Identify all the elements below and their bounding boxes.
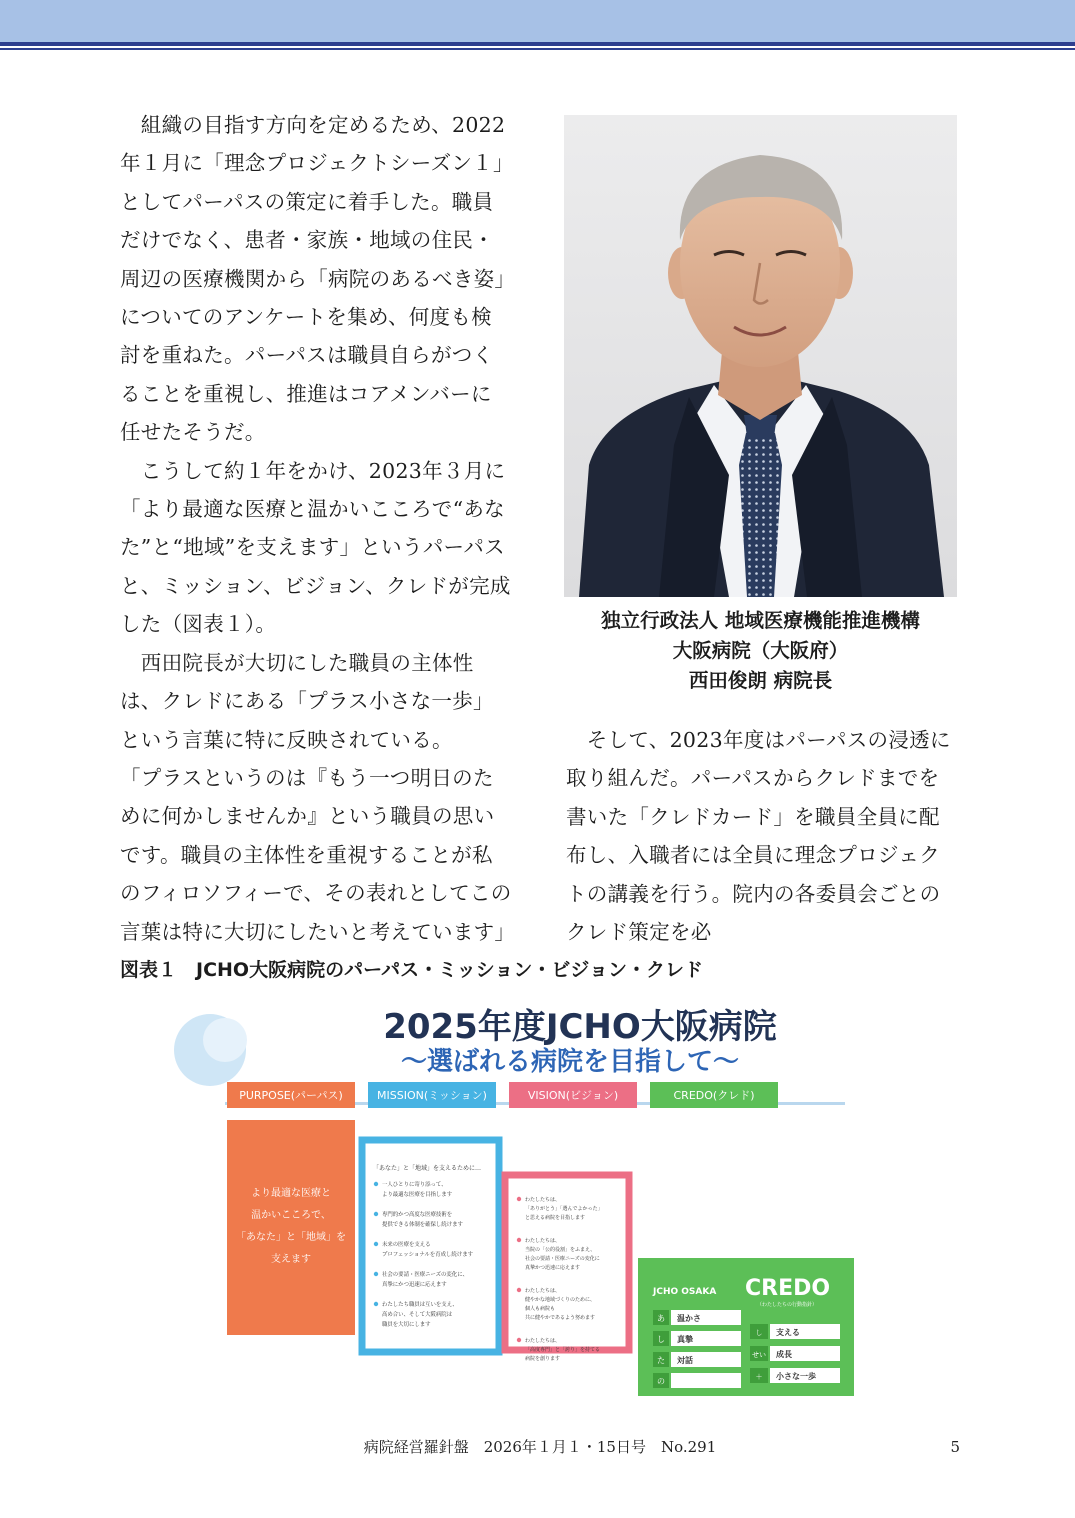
credo-key: し [657, 1335, 665, 1344]
vision-item-text: わたしたちは、 [525, 1238, 561, 1244]
credo-key: せい [752, 1351, 766, 1359]
credo-item-label: 温かさ [677, 1314, 701, 1323]
credo-brand: JCHO OSAKA [653, 1287, 717, 1297]
figure-main-title: 2025年度JCHO大阪病院 [383, 1007, 777, 1047]
tab-vision-label: VISION(ビジョン) [527, 1089, 619, 1102]
paragraph: 組織の目指す方向を定めるため、2022年１月に「理念プロジェクトシーズン１」としてパーパスの策定に着手した。職員だけでなく、患者・家族・地域の住民・周辺の医療機関から「病院のあるべき姿」についてのアンケートを集め、何度も検討を重ねた。パーパスは職員自らがつくることを重視し、推進はコアメンバーに任せたそうだ。 [120, 113, 506, 445]
jcho-logo-icon [174, 1014, 247, 1086]
quote-paragraph: 「プラスというのは『もう一つ明日のために何かしませんか』という職員の思いです。職員の主体性を重視することが私のフィロソフィーで、その表れとしてこの言葉は特に大切にしたいと考えています」 [120, 765, 516, 944]
vision-bullet-icon [517, 1288, 521, 1292]
tab-purpose-label: PURPOSE(パーパス) [239, 1089, 343, 1102]
caption-hospital: 大阪病院（大阪府） [672, 639, 849, 662]
vision-item-text: わたしたちは、 [525, 1338, 561, 1344]
credo-key: し [755, 1329, 763, 1337]
mission-intro: 「あなた」と「地域」を支えるために… [373, 1165, 482, 1172]
tab-credo-label: CREDO(クレド) [673, 1089, 755, 1102]
header-rule [0, 42, 1075, 46]
mission-item-text: 未来の医療を支える [382, 1242, 431, 1248]
vision-item-text: 「高度専門」と「誇り」を持てる [525, 1347, 601, 1353]
mission-item-text: 専門的かつ高度な医療技術を [382, 1212, 453, 1218]
credo-tagline: （わたしたちの行動指針） [757, 1302, 818, 1308]
vision-item-text: 個人も病院も [525, 1306, 556, 1312]
vision-item-text: 「ありがとう」「選んでよかった」 [525, 1206, 603, 1212]
vision-item-text: 当院の「公的役割」をふまえ、 [525, 1247, 596, 1253]
credo-item-label: 真摯 [677, 1335, 693, 1344]
credo-item-box [671, 1373, 741, 1388]
mission-item-text: 社会の要請・医療ニーズの変化に、 [382, 1272, 468, 1278]
paragraph: 西田院長が大切にした職員の主体性は、クレドにある「プラス小さな一歩」という言葉に特に反映されている。 [120, 650, 494, 752]
page-number: 5 [950, 1438, 960, 1456]
vision-item-text: 健やかな地域づくりのために、 [525, 1297, 596, 1303]
credo-key: の [657, 1377, 665, 1386]
credo-item-label: 小さな一歩 [776, 1372, 816, 1381]
vision-bullet-icon [517, 1338, 521, 1342]
caption-organization: 独立行政法人 地域医療機能推進機構 [601, 609, 920, 632]
portrait-photo [564, 115, 957, 597]
credo-key: た [657, 1356, 665, 1365]
purpose-line: 温かいこころで、 [251, 1210, 331, 1221]
mission-bullet-icon [374, 1302, 378, 1306]
publication-info: 病院経営羅針盤 2026年１月１・15日号 No.291 [363, 1438, 717, 1456]
mission-item-text: 職員を大切にします [382, 1322, 431, 1328]
mission-item-text: より最適な医療を目指します [382, 1192, 453, 1198]
vision-item-text: と思える病院を目指します [525, 1215, 586, 1221]
vision-bullet-icon [517, 1197, 521, 1201]
mission-bullet-icon [374, 1272, 378, 1276]
mission-item-text: 提供できる体制を確保し続けます [382, 1222, 463, 1228]
credo-item-label: 成長 [776, 1350, 792, 1359]
credo-title: CREDO [745, 1276, 831, 1301]
mission-item-text: わたしたち職員は互いを支え、 [382, 1302, 458, 1308]
photo-caption [564, 606, 957, 696]
vision-item-text: 病院を創ります [525, 1356, 561, 1362]
vision-item-text: わたしたちは、 [525, 1197, 561, 1203]
header-rule-thin [0, 48, 1075, 50]
mission-item-text: 一人ひとりに寄り添って、 [382, 1182, 447, 1188]
mission-item-text: 高め合い、そして大阪病院は [382, 1312, 453, 1318]
purpose-line: 「あなた」と「地域」を [236, 1232, 346, 1243]
vision-item-text: 社会の要請・医療ニーズの変化に [525, 1256, 600, 1262]
purpose-card [227, 1120, 355, 1335]
credo-item-label: 対話 [677, 1356, 693, 1365]
mission-item-text: 真摯にかつ迅速に応えます [382, 1282, 447, 1288]
purpose-line: より最適な医療と [251, 1188, 331, 1199]
article-left-column [120, 106, 516, 951]
figure-subtitle: 〜選ばれる病院を目指して〜 [400, 1047, 740, 1077]
header-band [0, 0, 1075, 42]
mission-bullet-icon [374, 1212, 378, 1216]
mission-bullet-icon [374, 1242, 378, 1246]
mission-item-text: プロフェッショナルを育成し続けます [382, 1252, 473, 1258]
tab-mission-label: MISSION(ミッション) [377, 1089, 487, 1102]
vision-card [505, 1175, 629, 1350]
purpose-line: 支えます [271, 1254, 311, 1265]
credo-item-label: 支える [776, 1328, 800, 1337]
figure-credo-chart [165, 990, 910, 1400]
caption-person: 西田俊朗 病院長 [688, 669, 833, 692]
credo-key: あ [657, 1314, 665, 1323]
vision-item-text: わたしたちは、 [525, 1288, 561, 1294]
vision-item-text: 共に健やかであるよう努めます [525, 1315, 596, 1321]
mission-bullet-icon [374, 1182, 378, 1186]
figure-label: 図表１ JCHO大阪病院のパーパス・ミッション・ビジョン・クレド [120, 959, 703, 981]
vision-item-text: 真摯かつ迅速に応えます [525, 1265, 581, 1271]
credo-key: ＋ [755, 1373, 763, 1381]
article-right-column [566, 721, 958, 951]
paragraph: そして、2023年度はパーパスの浸透に取り組んだ。パーパスからクレドまでを書いた「クレドカード」を職員全員に配布し、入職者には全員に理念プロジェクトの講義を行う。院内の各委員会ごとのクレド策定を必 [566, 728, 951, 945]
vision-bullet-icon [517, 1238, 521, 1242]
paragraph: こうして約１年をかけ、2023年３月に「より最適な医療と温かいこころで“あなた”と“地域”を支えます」というパーパスと、ミッション、ビジョン、クレドが完成した（図表１）。 [120, 458, 511, 637]
